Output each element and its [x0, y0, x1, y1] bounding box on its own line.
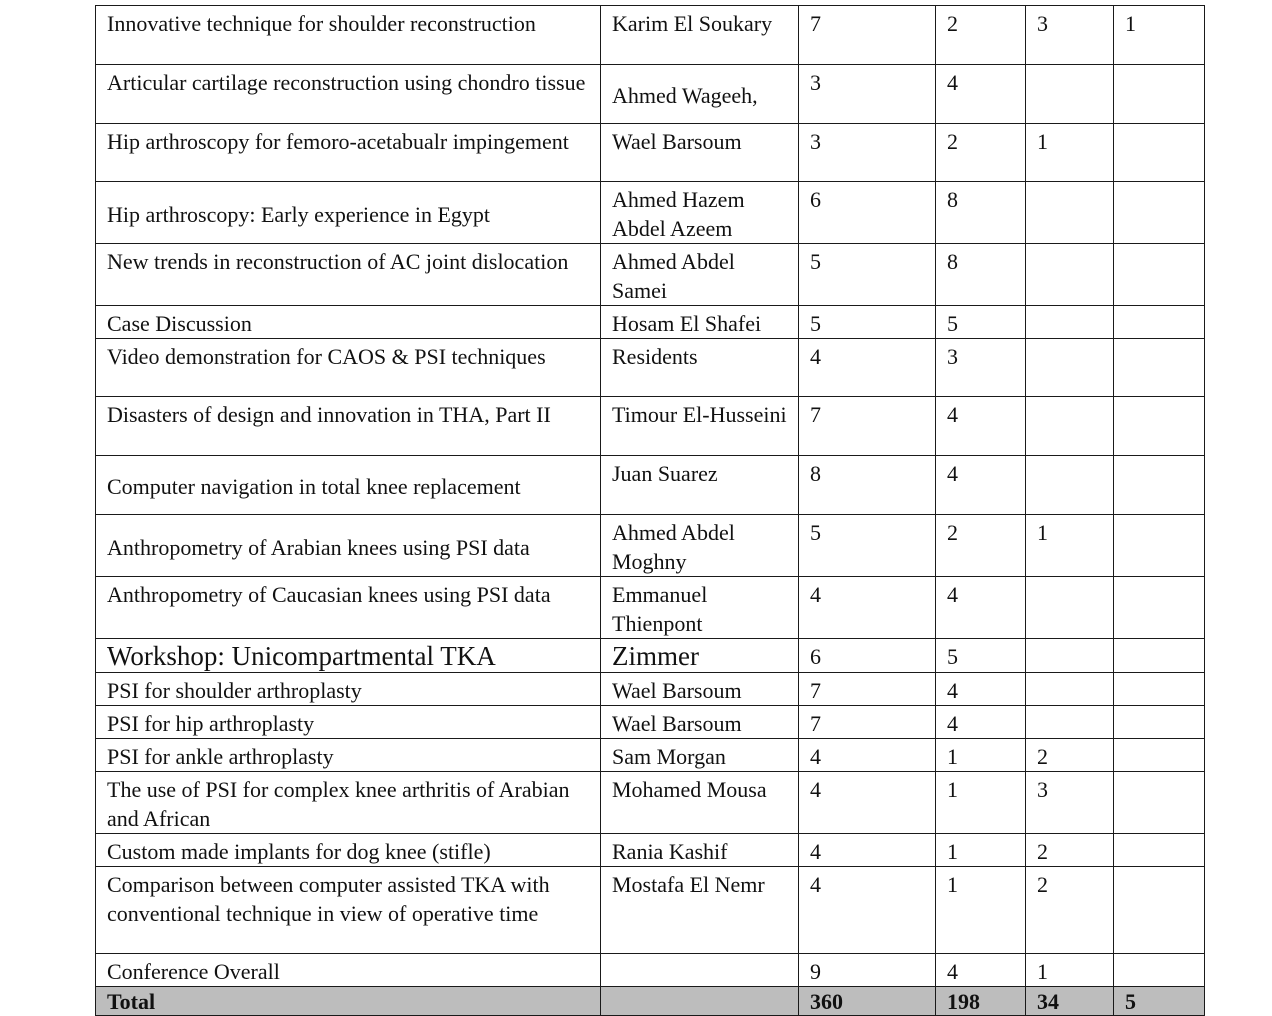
topic-cell: The use of PSI for complex knee arthritis of Arabian and African	[96, 772, 601, 834]
speaker-cell: Mohamed Mousa	[601, 772, 799, 834]
total-score-3: 34	[1026, 987, 1114, 1016]
score-cell-2: 1	[936, 739, 1026, 772]
speaker-cell: Ahmed Hazem Abdel Azeem	[601, 182, 799, 244]
topic-cell: Hip arthroscopy: Early experience in Egypt	[96, 182, 601, 244]
score-cell-1: 7	[799, 706, 936, 739]
speaker-cell: Timour El-Husseini	[601, 397, 799, 456]
score-cell-3	[1026, 673, 1114, 706]
score-cell-4	[1114, 834, 1205, 867]
topic-cell: PSI for hip arthroplasty	[96, 706, 601, 739]
score-cell-1: 5	[799, 306, 936, 339]
evaluation-table	[95, 5, 1205, 1016]
score-cell-3	[1026, 306, 1114, 339]
score-cell-1: 5	[799, 515, 936, 577]
score-cell-4	[1114, 124, 1205, 182]
score-cell-3: 1	[1026, 515, 1114, 577]
score-cell-2: 8	[936, 182, 1026, 244]
score-cell-1: 3	[799, 124, 936, 182]
score-cell-1: 6	[799, 639, 936, 673]
speaker-cell: Emmanuel Thienpont	[601, 577, 799, 639]
total-row	[96, 987, 1205, 1016]
total-speaker-cell	[601, 987, 799, 1016]
score-cell-1: 8	[799, 456, 936, 515]
speaker-cell: Residents	[601, 339, 799, 397]
table-row	[96, 515, 1205, 577]
score-cell-1: 4	[799, 739, 936, 772]
score-cell-2: 4	[936, 673, 1026, 706]
score-cell-4	[1114, 306, 1205, 339]
score-cell-4	[1114, 456, 1205, 515]
table-row	[96, 867, 1205, 954]
score-cell-4	[1114, 182, 1205, 244]
speaker-cell: Mostafa El Nemr	[601, 867, 799, 954]
score-cell-2: 3	[936, 339, 1026, 397]
speaker-cell: Karim El Soukary	[601, 6, 799, 65]
score-cell-3: 2	[1026, 834, 1114, 867]
topic-cell: Hip arthroscopy for femoro-acetabualr impingement	[96, 124, 601, 182]
speaker-cell: Juan Suarez	[601, 456, 799, 515]
score-cell-3: 1	[1026, 124, 1114, 182]
table-row	[96, 124, 1205, 182]
speaker-cell: Rania Kashif	[601, 834, 799, 867]
speaker-cell: Hosam El Shafei	[601, 306, 799, 339]
score-cell-4	[1114, 397, 1205, 456]
score-cell-4	[1114, 867, 1205, 954]
score-cell-4	[1114, 339, 1205, 397]
speaker-cell: Zimmer	[601, 639, 799, 673]
score-cell-2: 4	[936, 397, 1026, 456]
score-cell-4	[1114, 954, 1205, 987]
topic-cell: Innovative technique for shoulder reconstruction	[96, 6, 601, 65]
speaker-cell: Ahmed Abdel Samei	[601, 244, 799, 306]
score-cell-3	[1026, 706, 1114, 739]
topic-cell: New trends in reconstruction of AC joint dislocation	[96, 244, 601, 306]
score-cell-4	[1114, 515, 1205, 577]
score-cell-4	[1114, 577, 1205, 639]
score-cell-1: 4	[799, 834, 936, 867]
score-cell-3: 3	[1026, 6, 1114, 65]
total-label: Total	[96, 987, 601, 1016]
table-row	[96, 739, 1205, 772]
score-cell-1: 3	[799, 65, 936, 124]
score-cell-1: 4	[799, 577, 936, 639]
score-cell-1: 7	[799, 673, 936, 706]
speaker-cell: Ahmed Wageeh,	[601, 65, 799, 124]
score-cell-2: 1	[936, 834, 1026, 867]
score-cell-1: 4	[799, 339, 936, 397]
score-cell-2: 4	[936, 65, 1026, 124]
table-row	[96, 577, 1205, 639]
topic-cell: Anthropometry of Caucasian knees using PSI data	[96, 577, 601, 639]
score-cell-3	[1026, 577, 1114, 639]
score-cell-2: 1	[936, 772, 1026, 834]
score-cell-4	[1114, 65, 1205, 124]
score-cell-2: 8	[936, 244, 1026, 306]
speaker-cell: Wael Barsoum	[601, 673, 799, 706]
topic-cell: PSI for shoulder arthroplasty	[96, 673, 601, 706]
topic-cell: Comparison between computer assisted TKA with conventional technique in view of operative time	[96, 867, 601, 954]
score-cell-3	[1026, 456, 1114, 515]
table-row	[96, 65, 1205, 124]
topic-cell: PSI for ankle arthroplasty	[96, 739, 601, 772]
topic-cell: Articular cartilage reconstruction using chondro tissue	[96, 65, 601, 124]
total-score-2: 198	[936, 987, 1026, 1016]
table-row	[96, 834, 1205, 867]
table-row	[96, 6, 1205, 65]
speaker-cell: Sam Morgan	[601, 739, 799, 772]
topic-cell: Conference Overall	[96, 954, 601, 987]
score-cell-1: 9	[799, 954, 936, 987]
score-cell-3	[1026, 182, 1114, 244]
score-cell-3: 2	[1026, 867, 1114, 954]
score-cell-3: 3	[1026, 772, 1114, 834]
table-row	[96, 954, 1205, 987]
table-row	[96, 182, 1205, 244]
topic-cell: Custom made implants for dog knee (stifle)	[96, 834, 601, 867]
score-cell-3	[1026, 339, 1114, 397]
score-cell-2: 4	[936, 706, 1026, 739]
topic-cell: Case Discussion	[96, 306, 601, 339]
total-score-4: 5	[1114, 987, 1205, 1016]
score-cell-1: 5	[799, 244, 936, 306]
score-cell-1: 4	[799, 867, 936, 954]
table-row	[96, 639, 1205, 673]
score-cell-2: 2	[936, 515, 1026, 577]
topic-cell: Video demonstration for CAOS & PSI techniques	[96, 339, 601, 397]
score-cell-4: 1	[1114, 6, 1205, 65]
speaker-cell: Wael Barsoum	[601, 706, 799, 739]
speaker-cell: Wael Barsoum	[601, 124, 799, 182]
score-cell-3	[1026, 65, 1114, 124]
score-cell-2: 4	[936, 577, 1026, 639]
score-cell-2: 4	[936, 954, 1026, 987]
table-row	[96, 772, 1205, 834]
total-score-1: 360	[799, 987, 936, 1016]
score-cell-2: 4	[936, 456, 1026, 515]
table-row	[96, 339, 1205, 397]
speaker-cell	[601, 954, 799, 987]
score-cell-2: 2	[936, 124, 1026, 182]
topic-cell: Anthropometry of Arabian knees using PSI data	[96, 515, 601, 577]
score-cell-4	[1114, 706, 1205, 739]
table-row	[96, 306, 1205, 339]
table-row	[96, 456, 1205, 515]
score-cell-4	[1114, 244, 1205, 306]
score-cell-1: 6	[799, 182, 936, 244]
score-cell-4	[1114, 739, 1205, 772]
score-cell-4	[1114, 639, 1205, 673]
score-cell-4	[1114, 772, 1205, 834]
score-cell-3: 2	[1026, 739, 1114, 772]
score-cell-3	[1026, 397, 1114, 456]
score-cell-3: 1	[1026, 954, 1114, 987]
score-cell-4	[1114, 673, 1205, 706]
topic-cell: Disasters of design and innovation in THA, Part II	[96, 397, 601, 456]
score-cell-3	[1026, 639, 1114, 673]
table-row	[96, 397, 1205, 456]
score-cell-2: 2	[936, 6, 1026, 65]
score-cell-2: 5	[936, 639, 1026, 673]
score-cell-3	[1026, 244, 1114, 306]
score-cell-1: 7	[799, 397, 936, 456]
topic-cell: Computer navigation in total knee replacement	[96, 456, 601, 515]
table-row	[96, 673, 1205, 706]
speaker-cell: Ahmed Abdel Moghny	[601, 515, 799, 577]
score-cell-2: 1	[936, 867, 1026, 954]
score-cell-1: 4	[799, 772, 936, 834]
table-row	[96, 706, 1205, 739]
score-cell-1: 7	[799, 6, 936, 65]
score-cell-2: 5	[936, 306, 1026, 339]
table-row	[96, 244, 1205, 306]
topic-cell: Workshop: Unicompartmental TKA	[96, 639, 601, 673]
